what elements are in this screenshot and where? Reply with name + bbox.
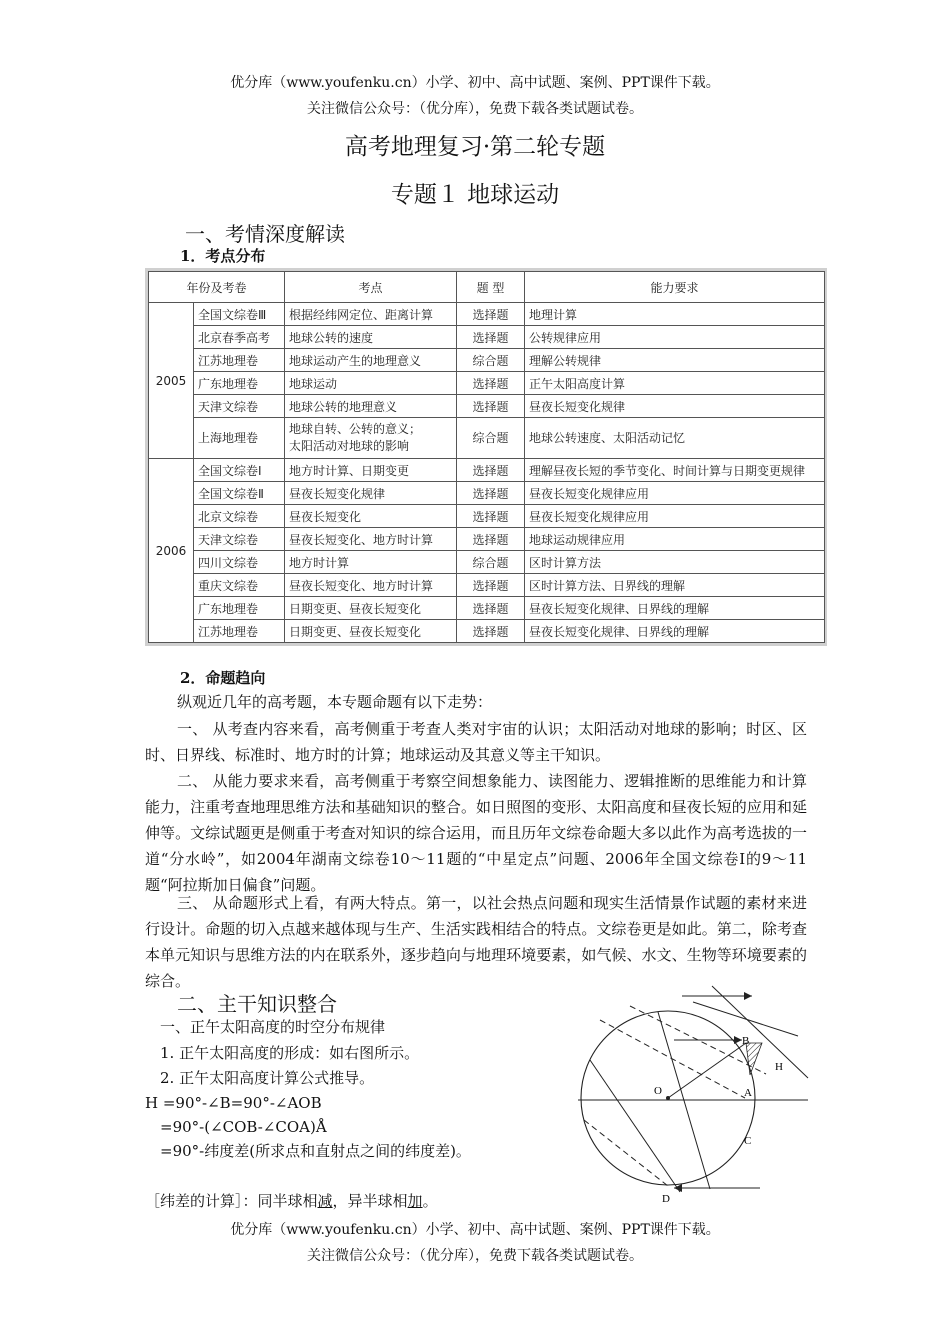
knowledge-item-heading: 一、正午太阳高度的时空分布规律 bbox=[160, 1018, 386, 1036]
knowledge-item-1: 1. 正午太阳高度的形成：如右图所示。 bbox=[160, 1044, 420, 1062]
table-cell: 综合题 bbox=[457, 551, 525, 574]
table-cell: 综合题 bbox=[457, 418, 525, 459]
table-row bbox=[149, 395, 825, 418]
table-cell: 北京春季高考 bbox=[194, 326, 285, 349]
table-cell: 选择题 bbox=[457, 574, 525, 597]
table-cell: 选择题 bbox=[457, 505, 525, 528]
table-cell: 昼夜长短变化 bbox=[285, 505, 457, 528]
label-o: O bbox=[654, 1085, 662, 1097]
subsection-1-heading: 1．考点分布 bbox=[180, 247, 266, 265]
table-cell: 北京文综卷 bbox=[194, 505, 285, 528]
table-cell: 上海地理卷 bbox=[194, 418, 285, 459]
table-cell: 综合题 bbox=[457, 349, 525, 372]
label-b: B bbox=[742, 1035, 750, 1047]
table-row bbox=[149, 349, 825, 372]
section-2-heading: 二、主干知识整合 bbox=[177, 992, 337, 1016]
sun-ray-line bbox=[712, 986, 808, 1078]
table-cell: 正午太阳高度计算 bbox=[525, 372, 825, 395]
table-cell: 地方时计算、日期变更 bbox=[285, 459, 457, 482]
table-row bbox=[149, 528, 825, 551]
table-cell: 地球公转的速度 bbox=[285, 326, 457, 349]
table-cell: 地方时计算 bbox=[285, 551, 457, 574]
angle-h-shading bbox=[746, 1043, 762, 1075]
table-cell: 选择题 bbox=[457, 597, 525, 620]
formula-line-1: H =90°-∠B=90°-∠AOB bbox=[145, 1094, 322, 1112]
table-cell: 昼夜长短变化、地方时计算 bbox=[285, 528, 457, 551]
table-cell: 天津文综卷 bbox=[194, 528, 285, 551]
center-point-o bbox=[666, 1096, 670, 1100]
table-cell: 昼夜长短变化规律应用 bbox=[525, 482, 825, 505]
formula-line-3: =90°-纬度差(所求点和直射点之间的纬度差)。 bbox=[160, 1142, 471, 1160]
table-header-year: 年份及考卷 bbox=[149, 272, 285, 303]
table-row bbox=[149, 597, 825, 620]
terminator-line bbox=[590, 1060, 680, 1192]
table-cell: 昼夜长短变化规律 bbox=[525, 395, 825, 418]
arrow-head bbox=[744, 992, 752, 1000]
table-row bbox=[149, 303, 825, 326]
note-prefix: ［纬差的计算］：同半球相 bbox=[145, 1192, 318, 1210]
table-cell: 公转规律应用 bbox=[525, 326, 825, 349]
table-cell: 四川文综卷 bbox=[194, 551, 285, 574]
note-middle: ，异半球相 bbox=[332, 1192, 408, 1210]
table-row bbox=[149, 482, 825, 505]
table-cell: 地理计算 bbox=[525, 303, 825, 326]
label-d: D bbox=[662, 1193, 670, 1205]
table-year-2005: 2005 bbox=[149, 303, 194, 459]
table-cell: 地球运动 bbox=[285, 372, 457, 395]
table-cell: 全国文综卷Ⅱ bbox=[194, 482, 285, 505]
table-cell: 区时计算方法 bbox=[525, 551, 825, 574]
table-cell: 日期变更、昼夜长短变化 bbox=[285, 620, 457, 643]
table-cell: 选择题 bbox=[457, 303, 525, 326]
table-row bbox=[149, 372, 825, 395]
trend-paragraph-2: 二、 从能力要求来看，高考侧重于考察空间想象能力、读图能力、逻辑推断的思维能力和计算能力，注重考查地理思维方法和基础知识的整合。如日照图的变形、太阳高度和昼夜长短的应用和延伸等。文综试题更是侧重于考查对知识的综合运用，而且历年文综卷命题大多以此作为高考选拔的一道“分水岭”，如2004年湖南文综卷10～11题的“中星定点”问题、2006年全国文综卷Ⅰ的9～11题“阿拉斯加日偏食”问题。 bbox=[145, 772, 807, 894]
table-cell: 昼夜长短变化规律应用 bbox=[525, 505, 825, 528]
table-row bbox=[149, 620, 825, 643]
table-header-row bbox=[149, 272, 825, 303]
table-cell: 地球公转的地理意义 bbox=[285, 395, 457, 418]
table-cell: 选择题 bbox=[457, 620, 525, 643]
document-title: 高考地理复习·第二轮专题 bbox=[344, 134, 606, 160]
table-row bbox=[149, 574, 825, 597]
table-cell: 根据经纬网定位、距离计算 bbox=[285, 303, 457, 326]
label-h: H bbox=[775, 1061, 783, 1073]
note-subtract: 减 bbox=[317, 1192, 333, 1210]
label-a: A bbox=[744, 1087, 752, 1099]
radius-ob-line bbox=[668, 1043, 746, 1098]
table-row bbox=[149, 326, 825, 349]
table-cell: 地球公转速度、太阳活动记忆 bbox=[525, 418, 825, 459]
table-cell: 理解昼夜长短的季节变化、时间计算与日期变更规律 bbox=[525, 459, 825, 482]
table-year-2006: 2006 bbox=[149, 459, 194, 643]
formula-line-2: =90°-(∠COB-∠COA)Å bbox=[160, 1118, 327, 1136]
footer-line-1: 优分库（www.youfenku.cn）小学、初中、高中试题、案例、PPT课件下载。 bbox=[230, 1222, 720, 1238]
solar-altitude-diagram bbox=[570, 980, 820, 1205]
header-line-2: 关注微信公众号：（优分库），免费下载各类试题试卷。 bbox=[307, 101, 643, 117]
table-cell: 昼夜长短变化规律、日界线的理解 bbox=[525, 620, 825, 643]
table-row bbox=[149, 551, 825, 574]
table-cell: 选择题 bbox=[457, 372, 525, 395]
table-cell: 选择题 bbox=[457, 459, 525, 482]
table-cell: 地球运动产生的地理意义 bbox=[285, 349, 457, 372]
table-cell-line: 太阳活动对地球的影响 bbox=[289, 439, 410, 453]
table-cell: 选择题 bbox=[457, 528, 525, 551]
note-add: 加 bbox=[407, 1192, 423, 1210]
document-subtitle: 专题１ 地球运动 bbox=[390, 182, 560, 208]
dashed-ray-line bbox=[584, 1120, 668, 1186]
footer-line-2: 关注微信公众号：（优分库），免费下载各类试题试卷。 bbox=[307, 1248, 643, 1264]
arrow-head bbox=[734, 1036, 742, 1044]
knowledge-item-2: 2. 正午太阳高度计算公式推导。 bbox=[160, 1069, 375, 1087]
table-cell: 全国文综卷Ⅲ bbox=[194, 303, 285, 326]
section-1-heading: 一、考情深度解读 bbox=[185, 222, 345, 246]
table-cell: 昼夜长短变化规律 bbox=[285, 482, 457, 505]
table-cell: 江苏地理卷 bbox=[194, 349, 285, 372]
trend-paragraph-1: 一、 从考查内容来看，高考侧重于考查人类对宇宙的认识；太阳活动对地球的影响；时区、区时、日界线、标准时、地方时的计算；地球运动及其意义等主干知识。 bbox=[145, 720, 807, 764]
tangent-line bbox=[693, 1002, 798, 1036]
table-header-type: 题 型 bbox=[457, 272, 525, 303]
label-c: C bbox=[744, 1135, 752, 1147]
table-cell: 昼夜长短变化规律、日界线的理解 bbox=[525, 597, 825, 620]
table-row bbox=[149, 505, 825, 528]
exam-distribution-table bbox=[145, 268, 827, 646]
table-cell: 昼夜长短变化、地方时计算 bbox=[285, 574, 457, 597]
latitude-difference-note bbox=[145, 1189, 438, 1213]
table-cell: 全国文综卷Ⅰ bbox=[194, 459, 285, 482]
table-header-topic: 考点 bbox=[285, 272, 457, 303]
trend-intro: 纵观近几年的高考题，本专题命题有以下走势： bbox=[177, 693, 493, 711]
table-cell: 天津文综卷 bbox=[194, 395, 285, 418]
table-cell: 选择题 bbox=[457, 326, 525, 349]
table-cell: 日期变更、昼夜长短变化 bbox=[285, 597, 457, 620]
header-line-1: 优分库（www.youfenku.cn）小学、初中、高中试题、案例、PPT课件下载。 bbox=[230, 75, 720, 91]
table-header-ability: 能力要求 bbox=[525, 272, 825, 303]
subsection-2-heading: 2．命题趋向 bbox=[180, 669, 266, 687]
table-cell bbox=[285, 418, 457, 459]
table-cell: 区时计算方法、日界线的理解 bbox=[525, 574, 825, 597]
note-end: 。 bbox=[422, 1192, 438, 1210]
table-cell: 重庆文综卷 bbox=[194, 574, 285, 597]
table-cell: 广东地理卷 bbox=[194, 372, 285, 395]
table-cell-line: 地球自转、公转的意义； bbox=[289, 422, 422, 436]
table-cell: 选择题 bbox=[457, 482, 525, 505]
trend-paragraph-3: 三、 从命题形式上看，有两大特点。第一，以社会热点问题和现实生活情景作试题的素材来进行设计。命题的切入点越来越体现与生产、生活实践相结合的特点。文综卷更是如此。第二，除考查本单元知识与思维方法的内在联系外，逐步趋向与地理环境要素，如气候、水文、生物等环境要素的综合。 bbox=[145, 894, 807, 990]
table-cell: 选择题 bbox=[457, 395, 525, 418]
table-cell: 理解公转规律 bbox=[525, 349, 825, 372]
table-cell: 地球运动规律应用 bbox=[525, 528, 825, 551]
table-row bbox=[149, 418, 825, 459]
table-cell: 广东地理卷 bbox=[194, 597, 285, 620]
table-cell: 江苏地理卷 bbox=[194, 620, 285, 643]
table-row bbox=[149, 459, 825, 482]
